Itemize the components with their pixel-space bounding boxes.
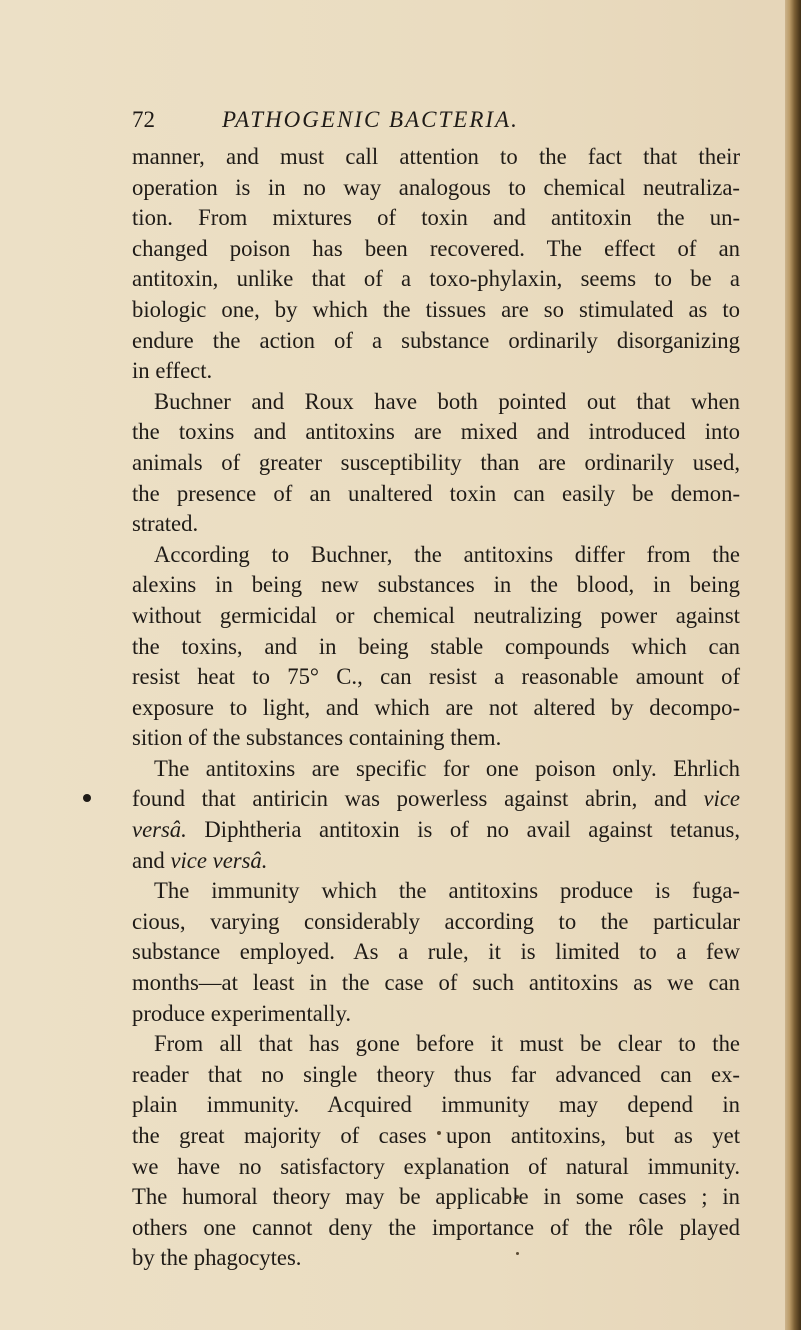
running-head: PATHOGENIC BACTERIA. bbox=[222, 107, 519, 132]
text-line: manner, and must call attention to the fact that their bbox=[132, 144, 740, 169]
text-line: tion. From mixtures of toxin and antitoxin the un- bbox=[132, 205, 740, 231]
text-line: versâ. Diphtheria antitoxin is of no avail against tetanus, bbox=[132, 817, 740, 843]
text-line: resist heat to 75° C., can resist a reasonable amount of bbox=[132, 664, 740, 690]
text-line: by the phagocytes. bbox=[132, 1245, 302, 1271]
text-line: animals of greater susceptibility than are ordinarily used, bbox=[132, 449, 740, 475]
text-line: exposure to light, and which are not altered by decompo- bbox=[132, 694, 740, 720]
text-line: found that antiricin was powerless against abrin, and vice bbox=[132, 786, 740, 812]
text-line: antitoxin, unlike that of a toxo-phylaxin, seems to be a bbox=[132, 266, 740, 292]
text-line: biologic one, by which the tissues are so stimulated as to bbox=[132, 296, 740, 322]
text-line: and vice versâ. bbox=[132, 847, 268, 873]
text-line: sition of the substances containing them. bbox=[132, 725, 502, 751]
text-line: reader that no single theory thus far advanced can ex- bbox=[132, 1061, 740, 1087]
text-line: the toxins, and in being stable compounds which can bbox=[132, 633, 740, 659]
text-line: alexins in being new substances in the blood, in being bbox=[132, 572, 740, 598]
text-line: substance employed. As a rule, it is limited to a few bbox=[132, 939, 740, 965]
text-line: According to Buchner, the antitoxins differ from the bbox=[154, 541, 740, 567]
page-edge-shadow bbox=[785, 0, 801, 1330]
text-line: strated. bbox=[132, 511, 199, 537]
text-line: endure the action of a substance ordinarily disorganizing bbox=[132, 327, 740, 353]
text-line: cious, varying considerably according to the particular bbox=[132, 908, 740, 934]
text-line: From all that has gone before it must be clear to the bbox=[154, 1031, 740, 1057]
page-number: 72 bbox=[132, 107, 155, 132]
text-line: others one cannot deny the importance of the rôle played bbox=[132, 1214, 740, 1240]
text-line: operation is in no way analogous to chemical neutraliza- bbox=[132, 174, 740, 200]
text-line: without germicidal or chemical neutralizing power against bbox=[132, 602, 740, 628]
text-line: plain immunity. Acquired immunity may depend in bbox=[132, 1092, 740, 1118]
text-line: the presence of an unaltered toxin can easily be demon- bbox=[132, 480, 740, 506]
text-line: in effect. bbox=[132, 358, 213, 384]
text-line: The immunity which the antitoxins produce is fuga- bbox=[154, 878, 740, 904]
text-line: the toxins and antitoxins are mixed and introduced into bbox=[132, 419, 740, 445]
text-line: The antitoxins are specific for one poison only. Ehrlich bbox=[154, 755, 740, 781]
margin-dot bbox=[83, 794, 91, 802]
text-line: produce experimentally. bbox=[132, 1000, 352, 1026]
text-line: Buchner and Roux have both pointed out that when bbox=[154, 388, 740, 414]
body-text bbox=[132, 142, 740, 1274]
text-line: changed poison has been recovered. The effect of an bbox=[132, 235, 740, 261]
text-line: the great majority of cases upon antitoxins, but as yet bbox=[132, 1123, 740, 1148]
text-line: months—at least in the case of such antitoxins as we can bbox=[132, 970, 740, 996]
text-line: The humoral theory may be applicable in some cases ; in bbox=[132, 1184, 740, 1210]
text-line: we have no satisfactory explanation of natural immunity. bbox=[132, 1153, 740, 1179]
